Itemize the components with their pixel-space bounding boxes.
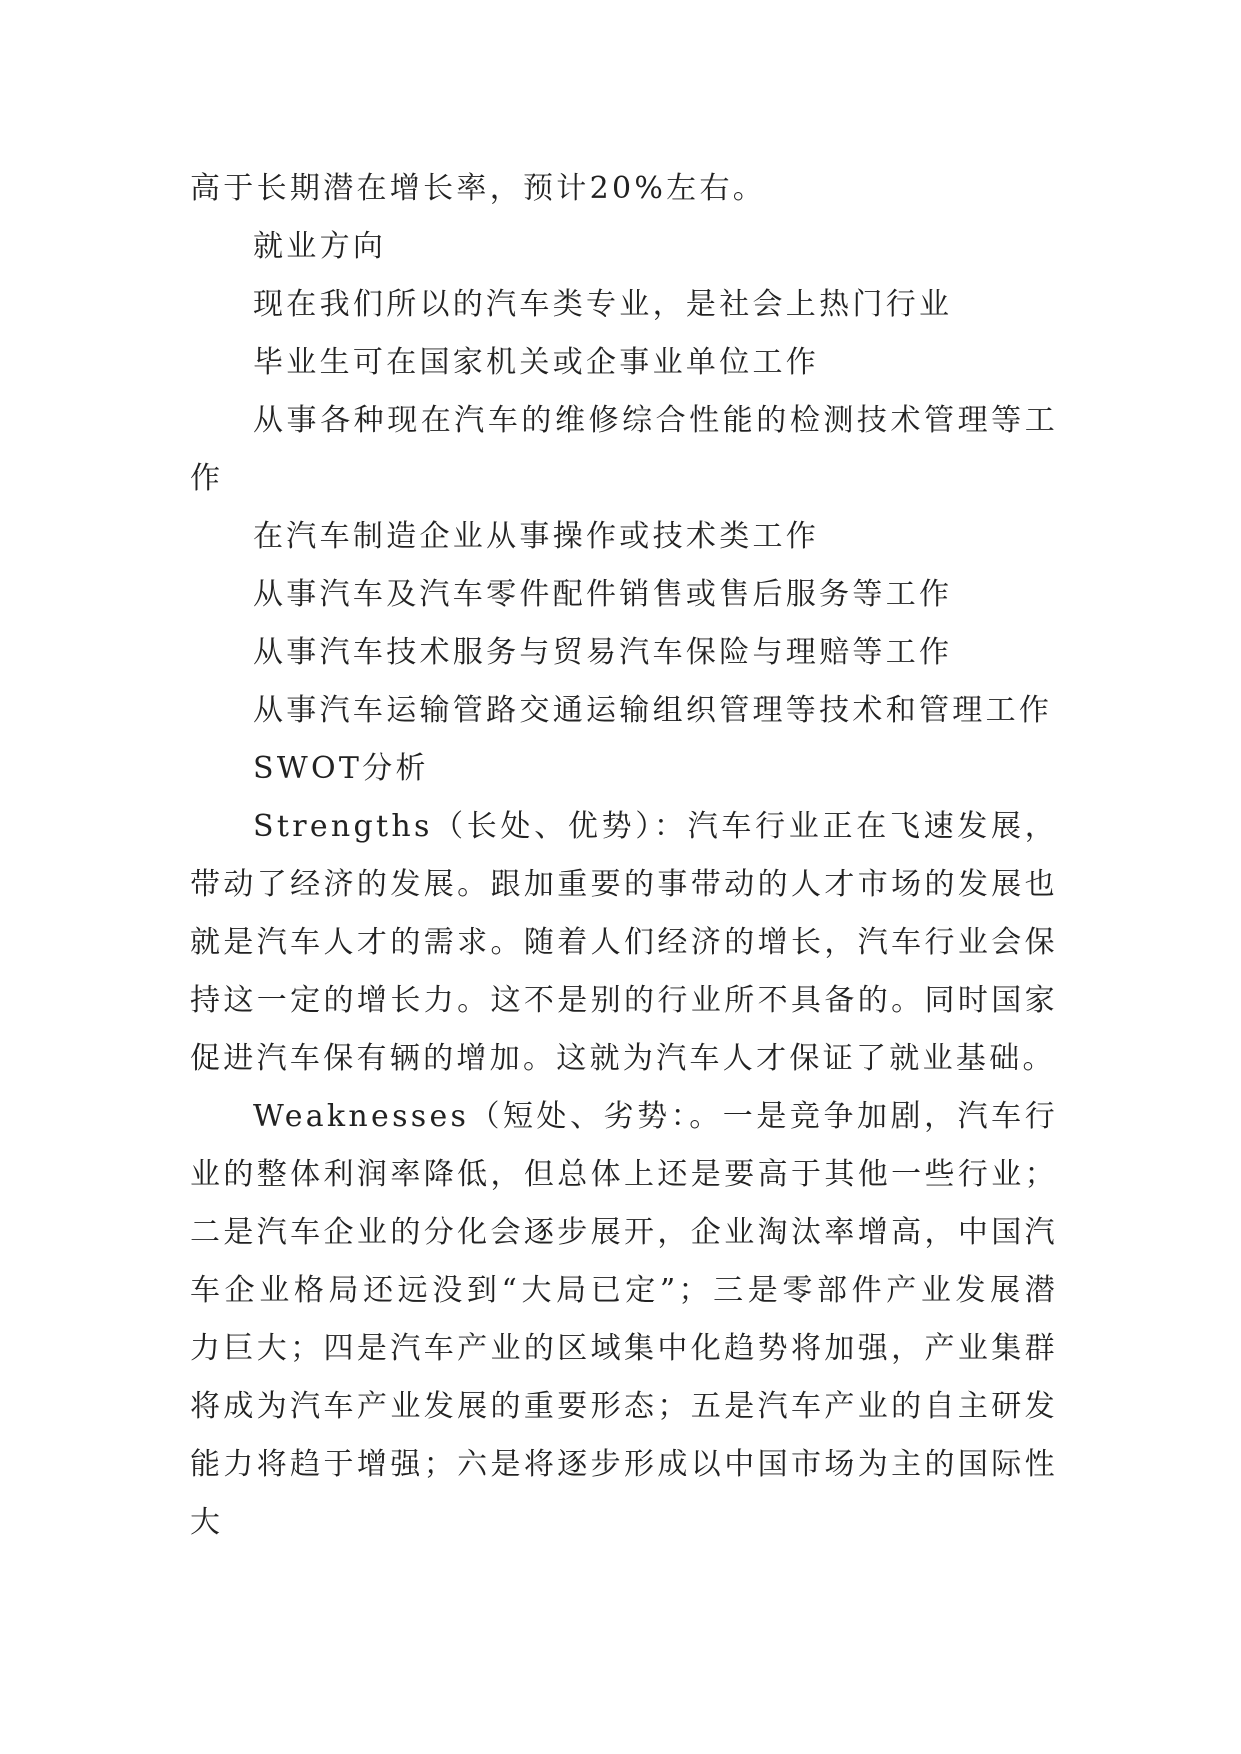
section-heading-employment: 就业方向 <box>253 229 387 264</box>
section-heading-swot: SWOT分析 <box>253 751 429 786</box>
paragraph-government-work: 毕业生可在国家机关或企事业单位工作 <box>253 345 820 380</box>
paragraph-weaknesses: Weaknesses（短处、劣势：。一是竞争加剧，汽车行业的整体利润率降低，但总体上还是要高于其他一些行业；二是汽车企业的分化会逐步展开，企业淘汰率增高，中国汽车企业格局还远没到“大局已定”；三是零部件产业发展潜力巨大；四是汽车产业的区域集中化趋势将加强，产业集群将成为汽车产业发展的重要形态；五是汽车产业的自主研发能力将趋于增强；六是将逐步形成以中国市场为主的国际性大 <box>190 1099 1058 1540</box>
paragraph-insurance-work: 从事汽车技术服务与贸易汽车保险与理赔等工作 <box>253 635 953 670</box>
paragraph-transport-work: 从事汽车运输管路交通运输组织管理等技术和管理工作 <box>253 693 1053 728</box>
paragraph-maintenance-work: 从事各种现在汽车的维修综合性能的检测技术管理等工作 <box>190 403 1058 496</box>
paragraph-sales-work: 从事汽车及汽车零件配件销售或售后服务等工作 <box>253 577 953 612</box>
paragraph-strengths: Strengths（长处、优势）：汽车行业正在飞速发展，带动了经济的发展。跟加重要的事带动的人才市场的发展也就是汽车人才的需求。随着人们经济的增长，汽车行业会保持这一定的增长力。这不是别的行业所不具备的。同时国家促进汽车保有辆的增加。这就为汽车人才保证了就业基础。 <box>190 809 1058 1076</box>
paragraph-hot-industry: 现在我们所以的汽车类专业，是社会上热门行业 <box>253 287 953 322</box>
paragraph-manufacturing-work: 在汽车制造企业从事操作或技术类工作 <box>253 519 820 554</box>
paragraph-continuation: 高于长期潜在增长率，预计20%左右。 <box>190 171 767 206</box>
document-body <box>190 160 1058 1552</box>
